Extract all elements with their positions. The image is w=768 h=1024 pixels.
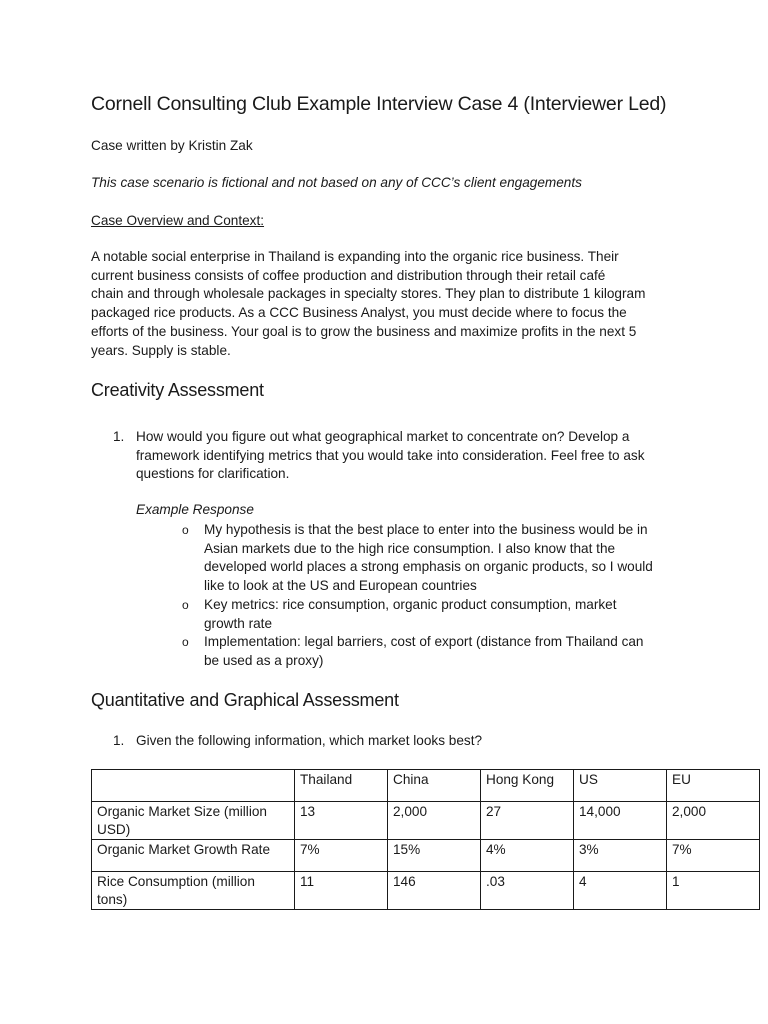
overview-line: current business consists of coffee production and distribution through their retail café bbox=[91, 267, 606, 283]
table-cell: 2,000 bbox=[388, 802, 481, 840]
table-row-label bbox=[92, 872, 295, 910]
table-cell: 11 bbox=[295, 872, 388, 910]
question-line: framework identifying metrics that you would take into consideration. Feel free to ask bbox=[136, 447, 645, 463]
quantitative-question-number: 1. bbox=[113, 733, 125, 748]
creativity-question-number: 1. bbox=[113, 429, 125, 444]
quantitative-question bbox=[136, 732, 482, 751]
table-header-cell: EU bbox=[667, 770, 760, 802]
table-cell: 1 bbox=[667, 872, 760, 910]
table-cell: 13 bbox=[295, 802, 388, 840]
overview-paragraph bbox=[91, 248, 681, 360]
overview-line: years. Supply is stable. bbox=[91, 342, 231, 358]
bullet-line: developed world places a strong emphasis on organic products, so I would bbox=[204, 559, 653, 575]
bullet-line: growth rate bbox=[204, 615, 273, 631]
document-title: Cornell Consulting Club Example Interview Case 4 (Interviewer Led) bbox=[91, 93, 667, 115]
overview-heading: Case Overview and Context: bbox=[91, 213, 265, 228]
question-line: questions for clarification. bbox=[136, 466, 290, 482]
bullet-marker: o bbox=[182, 523, 189, 537]
bullet-line: Asian markets due to the high rice consumption. I also know that the bbox=[204, 540, 616, 556]
table-row bbox=[92, 840, 760, 872]
table-cell: 3% bbox=[574, 840, 667, 872]
table-row bbox=[92, 802, 760, 840]
bullet-line: like to look at the US and European countries bbox=[204, 578, 477, 594]
table-row bbox=[92, 872, 760, 910]
bullet-hypothesis bbox=[204, 521, 653, 596]
table-cell: 7% bbox=[295, 840, 388, 872]
bullet-key-metrics bbox=[204, 596, 617, 633]
table-header-cell: Thailand bbox=[295, 770, 388, 802]
bullet-marker: o bbox=[182, 598, 189, 612]
table-cell: 2,000 bbox=[667, 802, 760, 840]
question-line: How would you figure out what geographical market to concentrate on? Develop a bbox=[136, 429, 630, 444]
row-label-line: USD) bbox=[97, 821, 131, 837]
bullet-line: be used as a proxy) bbox=[204, 652, 324, 668]
table-row-label bbox=[92, 840, 295, 872]
bullet-implementation bbox=[204, 633, 644, 670]
table-header-cell: China bbox=[388, 770, 481, 802]
example-response-label: Example Response bbox=[136, 502, 254, 517]
bullet-marker: o bbox=[182, 635, 189, 649]
table-cell: 4 bbox=[574, 872, 667, 910]
overview-line: efforts of the business. Your goal is to grow the business and maximize profits in the next 5 bbox=[91, 323, 637, 339]
table-header-cell: Hong Kong bbox=[481, 770, 574, 802]
table-cell: 146 bbox=[388, 872, 481, 910]
table-row-label bbox=[92, 802, 295, 840]
disclaimer: This case scenario is fictional and not based on any of CCC’s client engagements bbox=[91, 175, 582, 190]
row-label-line: Organic Market Size (million bbox=[97, 804, 267, 819]
overview-line: A notable social enterprise in Thailand is expanding into the organic rice business. Their bbox=[91, 249, 619, 264]
creativity-heading: Creativity Assessment bbox=[91, 380, 264, 400]
market-comparison-table bbox=[91, 769, 760, 910]
row-label-line: tons) bbox=[97, 891, 128, 907]
creativity-question bbox=[136, 428, 645, 484]
overview-line: chain and through wholesale packages in specialty stores. They plan to distribute 1 kilogram bbox=[91, 286, 646, 302]
overview-line: packaged rice products. As a CCC Business Analyst, you must decide where to focus the bbox=[91, 305, 627, 321]
table-header-cell: US bbox=[574, 770, 667, 802]
table-cell: 4% bbox=[481, 840, 574, 872]
bullet-line: My hypothesis is that the best place to enter into the business would be in bbox=[204, 522, 648, 537]
table-cell: .03 bbox=[481, 872, 574, 910]
author-line: Case written by Kristin Zak bbox=[91, 138, 253, 153]
row-label-line: Organic Market Growth Rate bbox=[97, 842, 271, 857]
question-line: Given the following information, which market looks best? bbox=[136, 733, 483, 748]
table-cell: 27 bbox=[481, 802, 574, 840]
bullet-line: Key metrics: rice consumption, organic product consumption, market bbox=[204, 597, 617, 612]
row-label-line: Rice Consumption (million bbox=[97, 874, 255, 889]
quantitative-heading: Quantitative and Graphical Assessment bbox=[91, 690, 399, 710]
bullet-line: Implementation: legal barriers, cost of export (distance from Thailand can bbox=[204, 634, 644, 649]
table-cell: 15% bbox=[388, 840, 481, 872]
table-header-cell bbox=[92, 770, 295, 802]
table-cell: 7% bbox=[667, 840, 760, 872]
table-cell: 14,000 bbox=[574, 802, 667, 840]
table-header-row bbox=[92, 770, 760, 802]
